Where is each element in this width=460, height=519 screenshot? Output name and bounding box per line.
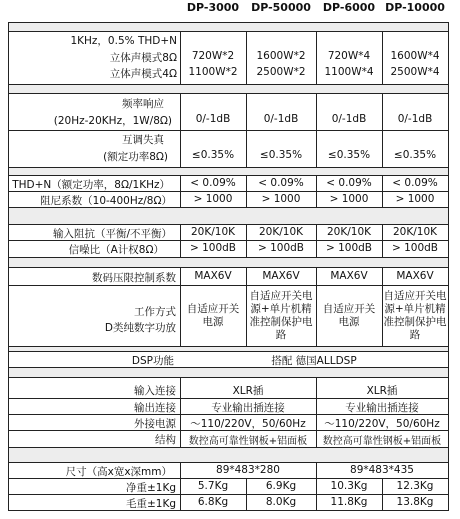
- cell-thdn-dp10000: < 0.09%: [392, 177, 438, 189]
- row-label-size: 尺寸（高x宽x深mm）: [65, 466, 172, 478]
- cell-imd-dp10000: ≤0.35%: [393, 149, 437, 161]
- cell-limiter-dp50000: MAX6V: [262, 270, 300, 282]
- cell-mode-dp50000: 自适应开关电源+单片机精准控制保护电路: [249, 290, 313, 341]
- cell-imd-dp50000: ≤0.35%: [259, 149, 303, 161]
- row-label-dsp: DSP功能: [131, 355, 174, 367]
- cell-mode-dp6000: 自适应开关电源: [322, 303, 376, 328]
- row-label-class-d: D类纯数字功放: [104, 322, 176, 334]
- table-rule: [8, 462, 448, 463]
- cell-net-dp3000: 5.7Kg: [197, 480, 229, 492]
- table-rule: [8, 447, 448, 448]
- cell-impedance-dp50000: 20K/10K: [258, 226, 304, 238]
- cell-thdn-dp3000: < 0.09%: [190, 177, 236, 189]
- table-rule: [8, 351, 448, 352]
- cell-freqresp-dp6000: 0/-1dB: [331, 113, 367, 125]
- table-rule: [8, 346, 448, 347]
- header-dp50000: DP-50000: [251, 1, 311, 14]
- cell-imd-dp6000: ≤0.35%: [327, 149, 371, 161]
- cell-gross-dp6000: 11.8Kg: [330, 496, 368, 508]
- header-dp3000: DP-3000: [186, 1, 240, 14]
- cell-thdn-dp50000: < 0.09%: [258, 177, 304, 189]
- cell-impedance-dp10000: 20K/10K: [392, 226, 438, 238]
- separator-band: [8, 367, 448, 377]
- row-label-structure: 结构: [155, 434, 176, 446]
- cell-gross-dp50000: 8.0Kg: [265, 496, 297, 508]
- cell-gross-dp10000: 13.8Kg: [396, 496, 434, 508]
- row-label-stereo-4ohm: 立体声模式4Ω: [109, 68, 177, 80]
- row-label-stereo-8ohm: 立体声模式8Ω: [109, 52, 177, 64]
- cell-snr-dp6000: > 100dB: [325, 242, 373, 254]
- row-label-limiter: 数码压限控制系数: [92, 272, 176, 284]
- cell-impedance-dp6000: 20K/10K: [326, 226, 372, 238]
- cell-structure-group1: 数控高可靠性钢板+铝面板: [188, 436, 308, 447]
- row-label-impedance: 输入阻抗（平衡/不平衡）: [52, 228, 172, 240]
- cell-output-group1: 专业输出插连接: [211, 402, 285, 414]
- cell-damping-dp6000: > 1000: [329, 193, 369, 205]
- row-label-gross-weight: 毛重±1Kg: [125, 498, 176, 510]
- cell-stereo8-dp3000: 720W*2: [191, 50, 235, 62]
- row-label-damping: 阻尼系数（10-400Hz/8Ω）: [40, 195, 172, 207]
- header-dp10000: DP-10000: [385, 1, 445, 14]
- table-rule: [8, 257, 448, 258]
- separator-band: [8, 257, 448, 267]
- cell-damping-dp10000: > 1000: [395, 193, 435, 205]
- cell-stereo8-dp10000: 1600W*4: [390, 50, 440, 62]
- table-border: [448, 22, 449, 511]
- row-label-freq-thd: 1KHz，0.5% THD+N: [70, 35, 177, 47]
- separator-band: [8, 447, 448, 462]
- table-rule: [8, 377, 448, 378]
- row-label-input: 输入连接: [134, 385, 176, 397]
- table-rule: [8, 398, 448, 399]
- separator-band: [8, 207, 448, 224]
- cell-snr-dp3000: > 100dB: [189, 242, 237, 254]
- cell-size-group2: 89*483*435: [350, 464, 414, 476]
- cell-stereo4-dp10000: 2500W*4: [390, 66, 440, 78]
- cell-limiter-dp3000: MAX6V: [194, 270, 232, 282]
- cell-limiter-dp6000: MAX6V: [330, 270, 368, 282]
- cell-gross-dp3000: 6.8Kg: [197, 496, 229, 508]
- cell-snr-dp10000: > 100dB: [391, 242, 439, 254]
- cell-limiter-dp10000: MAX6V: [396, 270, 434, 282]
- row-label-snr: 信噪比（A计权8Ω）: [68, 244, 164, 256]
- table-rule: [8, 167, 448, 168]
- table-rule: [8, 84, 448, 85]
- row-label-imd: 互调失真: [122, 134, 164, 146]
- cell-input-group1: XLR插: [232, 385, 264, 397]
- cell-imd-dp3000: ≤0.35%: [191, 149, 235, 161]
- row-label-power: 外接电源: [134, 418, 176, 430]
- cell-output-group2: 专业输出插连接: [345, 402, 419, 414]
- table-rule: [8, 510, 448, 511]
- row-label-freq-response-cond: (20Hz-20KHz，1W/8Ω): [53, 115, 172, 127]
- cell-stereo8-dp50000: 1600W*2: [256, 50, 306, 62]
- cell-freqresp-dp50000: 0/-1dB: [263, 113, 299, 125]
- row-label-freq-response: 频率响应: [122, 98, 164, 110]
- cell-stereo8-dp6000: 720W*4: [327, 50, 371, 62]
- separator-band: [8, 167, 448, 175]
- row-label-imd-cond: (额定功率8Ω): [103, 151, 168, 163]
- cell-dsp: 搭配 德国ALLDSP: [271, 355, 357, 367]
- cell-net-dp10000: 12.3Kg: [396, 480, 434, 492]
- separator-band: [8, 22, 448, 31]
- row-label-output: 输出连接: [134, 402, 176, 414]
- row-label-working-mode: 工作方式: [134, 306, 176, 318]
- cell-freqresp-dp10000: 0/-1dB: [397, 113, 433, 125]
- table-border: [8, 22, 9, 511]
- cell-input-group2: XLR插: [366, 385, 398, 397]
- header-dp6000: DP-6000: [322, 1, 376, 14]
- cell-size-group1: 89*483*280: [216, 464, 280, 476]
- cell-stereo4-dp6000: 1100W*4: [324, 66, 374, 78]
- row-label-thdn: THD+N（额定功率，8Ω/1KHz）: [12, 179, 170, 191]
- cell-stereo4-dp50000: 2500W*2: [256, 66, 306, 78]
- table-rule: [8, 22, 448, 23]
- cell-impedance-dp3000: 20K/10K: [190, 226, 236, 238]
- cell-net-dp6000: 10.3Kg: [330, 480, 368, 492]
- cell-net-dp50000: 6.9Kg: [265, 480, 297, 492]
- cell-mode-dp3000: 自适应开关电源: [186, 303, 240, 328]
- cell-power-group1: ～110/220V，50/60Hz: [190, 418, 306, 430]
- cell-damping-dp3000: > 1000: [193, 193, 233, 205]
- cell-stereo4-dp3000: 1100W*2: [188, 66, 238, 78]
- cell-power-group2: ～110/220V，50/60Hz: [324, 418, 440, 430]
- row-label-net-weight: 净重±1Kg: [125, 482, 176, 494]
- cell-mode-dp10000: 自适应开关电源+单片机精准控制保护电路: [383, 290, 447, 341]
- separator-band: [8, 84, 448, 93]
- cell-snr-dp50000: > 100dB: [257, 242, 305, 254]
- cell-structure-group2: 数控高可靠性钢板+铝面板: [322, 436, 442, 447]
- cell-freqresp-dp3000: 0/-1dB: [195, 113, 231, 125]
- cell-damping-dp50000: > 1000: [261, 193, 301, 205]
- cell-thdn-dp6000: < 0.09%: [326, 177, 372, 189]
